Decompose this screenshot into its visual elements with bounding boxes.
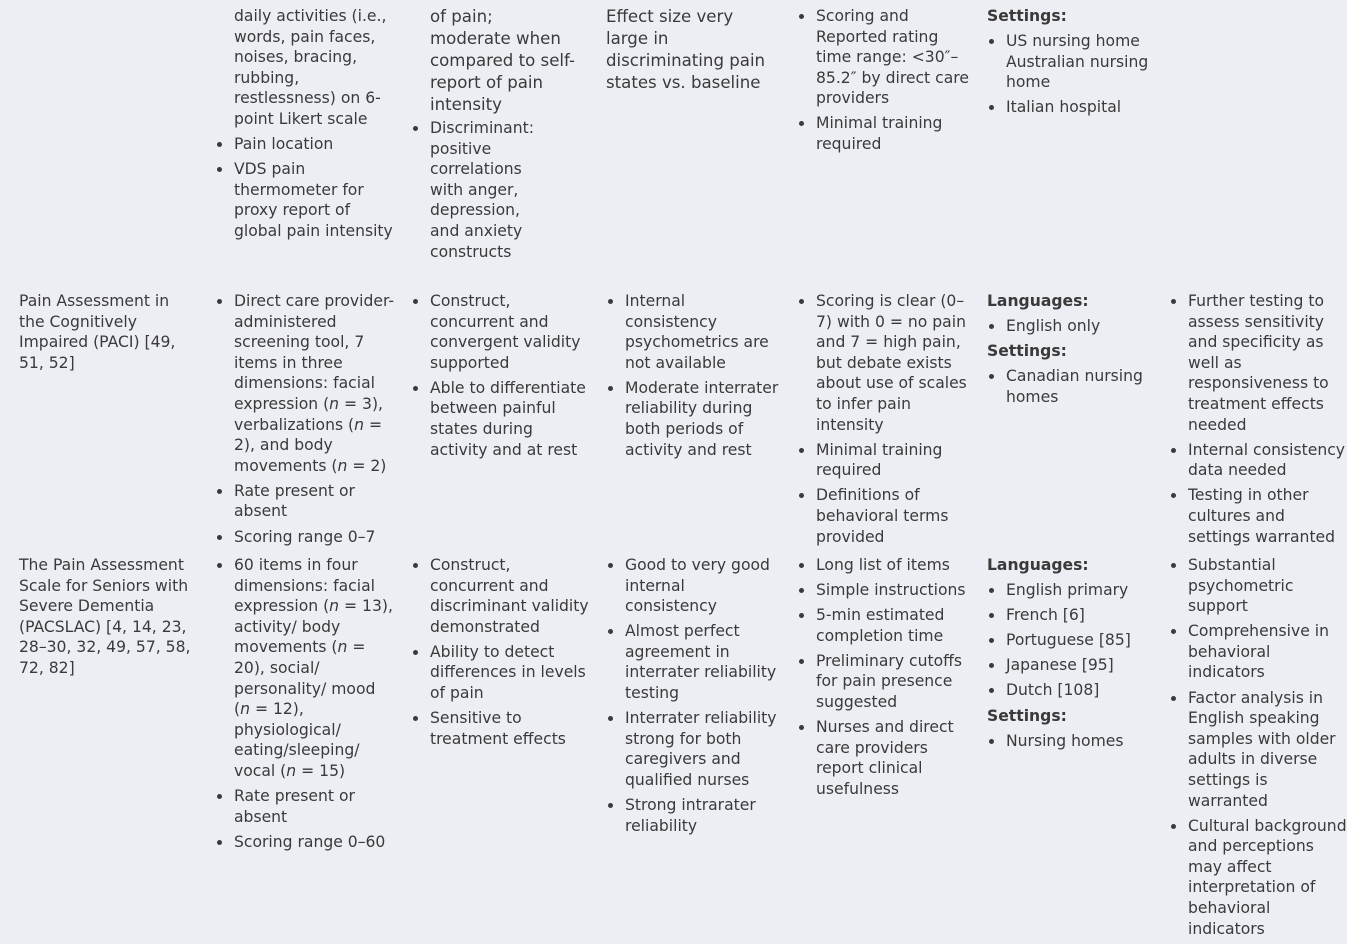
instrument-cell (19, 555, 199, 679)
list-item: Sensitive to treatment effects (411, 708, 589, 749)
list-item: Construct, concurrent and discriminant validity demonstrated (411, 555, 589, 637)
recommendations-cell (1169, 555, 1347, 944)
reliability-cell (606, 6, 778, 94)
validity-cell (411, 555, 589, 754)
n-symbol: n (329, 394, 340, 413)
list-item: English primary (987, 580, 1159, 601)
languages-settings-cell (987, 291, 1159, 412)
settings-header: Settings: (987, 7, 1067, 25)
list-item: Nursing homes (987, 731, 1159, 752)
list-item: Moderate interrater reliability during both periods of activity and rest (606, 378, 781, 460)
description-cell (215, 6, 395, 246)
list-item: Internal consistency data needed (1169, 440, 1347, 481)
list-item: French [6] (987, 605, 1159, 626)
list-item: Definitions of behavioral terms provided (797, 485, 975, 547)
list-item: US nursing home Australian nursing home (987, 31, 1159, 93)
list-item: Almost perfect agreement in interrater reliability testing (606, 621, 781, 703)
settings-header: Settings: (987, 342, 1067, 361)
list-item: Simple instructions (797, 580, 975, 601)
list-item: Pain location (215, 134, 395, 155)
languages-settings-cell (987, 6, 1159, 122)
list-item: Minimal training required (797, 113, 975, 154)
list-item: Direct care provider-administered screening tool, 7 items in three dimensions: facial expression (n = 3), verbalizations (n = 2), and body movements (n = 2) (215, 291, 395, 476)
n-symbol: n (354, 415, 365, 434)
list-item: Italian hospital (987, 97, 1159, 118)
clinical-cell (797, 555, 975, 804)
n-symbol: n (240, 700, 250, 719)
languages-header: Languages: (987, 292, 1089, 310)
list-item: Good to very good internal consistency (606, 555, 781, 617)
languages-settings-cell (987, 555, 1159, 756)
list-item: 5-min estimated completion time (797, 605, 975, 646)
recommendations-cell (1169, 291, 1347, 552)
list-item: Minimal training required (797, 440, 975, 481)
description-cell (215, 291, 395, 552)
list-item: Scoring and Reported rating time range: <30″–85.2″ by direct care providers (797, 6, 975, 109)
list-item: Nurses and direct care providers report clinical usefulness (797, 717, 975, 799)
reliability-text: Effect size very large in discriminating pain states vs. baseline (606, 7, 766, 92)
description-cell (215, 555, 395, 857)
n-symbol: n (329, 597, 340, 616)
list-item: Comprehensive in behavioral indicators (1169, 621, 1347, 683)
list-item: Preliminary cutoffs for pain presence suggested (797, 651, 975, 713)
languages-header: Languages: (987, 556, 1089, 574)
list-item: Strong intrarater reliability (606, 795, 781, 836)
list-item: Rate present or absent (215, 481, 395, 522)
list-item: daily activities (i.e., words, pain faces, noises, bracing, rubbing, restlessness) on 6-point Likert scale (234, 7, 387, 128)
list-item: Interrater reliability strong for both caregivers and qualified nurses (606, 708, 781, 790)
list-item: Discriminant: positive correlations with anger, depression, and anxiety constructs (411, 118, 525, 262)
list-item: Testing in other cultures and settings warranted (1169, 485, 1347, 547)
reliability-cell (606, 555, 781, 841)
list-item: Able to differentiate between painful states during activity and at rest (411, 378, 589, 460)
list-item: Scoring range 0–7 (215, 527, 395, 548)
list-item: Long list of items (797, 555, 975, 576)
list-item: Internal consistency psychometrics are not available (606, 291, 781, 373)
n-symbol: n (286, 761, 297, 780)
instrument-cell (19, 291, 199, 373)
list-item: Dutch [108] (987, 680, 1159, 701)
n-symbol: n (337, 456, 348, 475)
validity-cell (411, 6, 576, 267)
list-item: Construct, concurrent and convergent validity supported (411, 291, 589, 373)
list-item: Scoring range 0–60 (215, 832, 395, 853)
list-item: Substantial psychometric support (1169, 555, 1347, 617)
list-item: Further testing to assess sensitivity and specificity as well as responsiveness to treatment effects needed (1169, 291, 1347, 435)
list-item: Ability to detect differences in levels of pain (411, 642, 589, 704)
list-item: English only (987, 316, 1159, 337)
clinical-cell (797, 6, 975, 159)
list-item: 60 items in four dimensions: facial expression (n = 13), activity/ body movements (n = 20), social/ personality/ mood (n = 12), physiological/ eating/sleeping/ vocal (n = 15) (215, 555, 395, 782)
list-item: Japanese [95] (987, 655, 1159, 676)
reliability-cell (606, 291, 781, 465)
list-item: VDS pain thermometer for proxy report of global pain intensity (215, 159, 395, 241)
list-item: Cultural background and perceptions may affect interpretation of behavioral indicators (1169, 816, 1347, 940)
instrument-name: The Pain Assessment Scale for Seniors with Severe Dementia (PACSLAC) [4, 14, 23, 28–30, 32, 49, 57, 58, 72, 82] (19, 556, 191, 677)
instrument-name: Pain Assessment in the Cognitively Impaired (PACI) [49, 51, 52] (19, 292, 176, 372)
list-item: Portuguese [85] (987, 630, 1159, 651)
list-item: Canadian nursing homes (987, 366, 1159, 407)
n-symbol: n (337, 638, 348, 657)
list-item: Rate present or absent (215, 786, 395, 827)
list-item: Factor analysis in English speaking samples with older adults in diverse settings is warranted (1169, 688, 1347, 812)
clinical-cell (797, 291, 975, 552)
list-item: Scoring is clear (0–7) with 0 = no pain and 7 = high pain, but debate exists about use of scales to infer pain intensity (797, 291, 975, 435)
list-item: of pain; moderate when compared to self-report of pain intensity (430, 7, 575, 114)
settings-header: Settings: (987, 706, 1067, 725)
validity-cell (411, 291, 589, 465)
